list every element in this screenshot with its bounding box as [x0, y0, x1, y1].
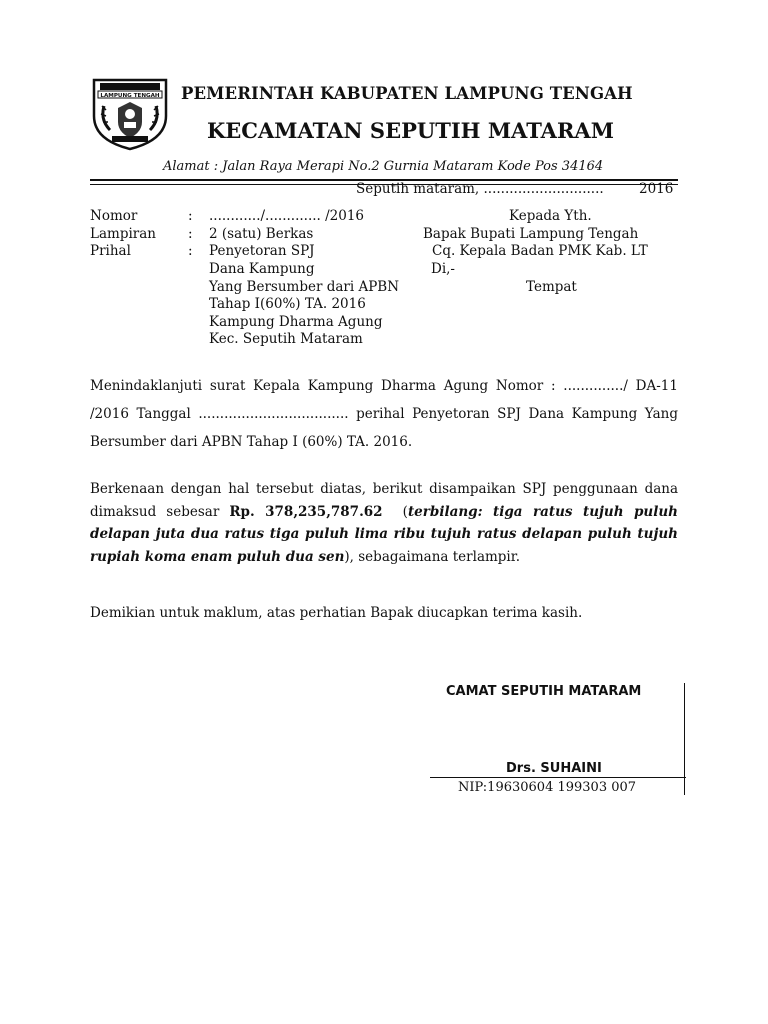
district-name: KECAMATAN SEPUTIH MATARAM: [207, 118, 614, 143]
meta-sep-prihal: :: [188, 243, 193, 259]
address-line: Alamat : Jalan Raya Merapi No.2 Gurnia Mataram Kode Pos 34164: [163, 159, 604, 174]
meta-label-nomor: Nomor: [90, 208, 138, 224]
body-paragraph-3: Demikian untuk maklum, atas perhatian Bapak diucapkan terima kasih.: [90, 605, 583, 621]
place-date: Seputih mataram, ............................: [356, 181, 604, 197]
recipient-line: Cq. Kepala Badan PMK Kab. LT: [432, 243, 648, 259]
prihal-line: Tahap I(60%) TA. 2016: [209, 296, 366, 312]
recipient-line: Bapak Bupati Lampung Tengah: [423, 226, 639, 242]
date-year: 2016: [639, 181, 674, 197]
meta-value-prihal: Penyetoran SPJ: [209, 243, 315, 259]
prihal-line: Dana Kampung: [209, 261, 315, 277]
body-paragraph-1: Menindaklanjuti surat Kepala Kampung Dharma Agung Nomor : ............../ DA-11 /2016 Tanggal ................................... perihal Penyetoran SPJ Dana Kampung Yang Bersumber dari APBN Tahap I (60%) TA. 2016.: [90, 378, 678, 450]
signature-line: [430, 777, 686, 778]
amount-in-words: terbilang: tiga ratus tujuh puluh delapan juta dua ratus tiga puluh lima ribu tujuh ratus delapan puluh tujuh rupiah koma enam puluh dua sen: [90, 503, 678, 565]
paragraph-2-close: ), sebagaimana terlampir.: [344, 548, 521, 565]
government-name: PEMERINTAH KABUPATEN LAMPUNG TENGAH: [181, 84, 633, 103]
meta-label-prihal: Prihal: [90, 243, 131, 259]
meta-sep-nomor: :: [188, 208, 193, 224]
meta-value-nomor: ............/............. /2016: [209, 208, 365, 224]
signatory-name: Drs. SUHAINI: [506, 761, 602, 776]
meta-value-lampiran: 2 (satu) Berkas: [209, 226, 314, 242]
recipient-place: Tempat: [526, 279, 577, 295]
prihal-line: Yang Bersumber dari APBN: [209, 279, 400, 295]
recipient-line: Di,-: [431, 261, 455, 277]
prihal-line: Kec. Seputih Mataram: [209, 331, 363, 347]
signatory-nip: NIP:19630604 199303 007: [458, 780, 637, 795]
paragraph-2-intro: Berkenaan dengan hal tersebut diatas, berikut disampaikan SPJ penggunaan dana dimaksud sebesar: [90, 481, 678, 520]
body-paragraph-2: [90, 478, 678, 568]
paragraph-2-open: (: [382, 503, 408, 520]
prihal-line: Kampung Dharma Agung: [209, 314, 383, 330]
amount-figure: Rp. 378,235,787.62: [229, 503, 383, 520]
regency-emblem-icon: [90, 76, 170, 152]
logo-caption: LAMPUNG TENGAH: [100, 93, 160, 99]
meta-sep-lampiran: :: [188, 226, 193, 242]
meta-label-lampiran: Lampiran: [90, 226, 156, 242]
recipient-greeting: Kepada Yth.: [509, 208, 592, 224]
signature-title: CAMAT SEPUTIH MATARAM: [446, 684, 642, 699]
signature-vertical-line: [684, 683, 685, 795]
